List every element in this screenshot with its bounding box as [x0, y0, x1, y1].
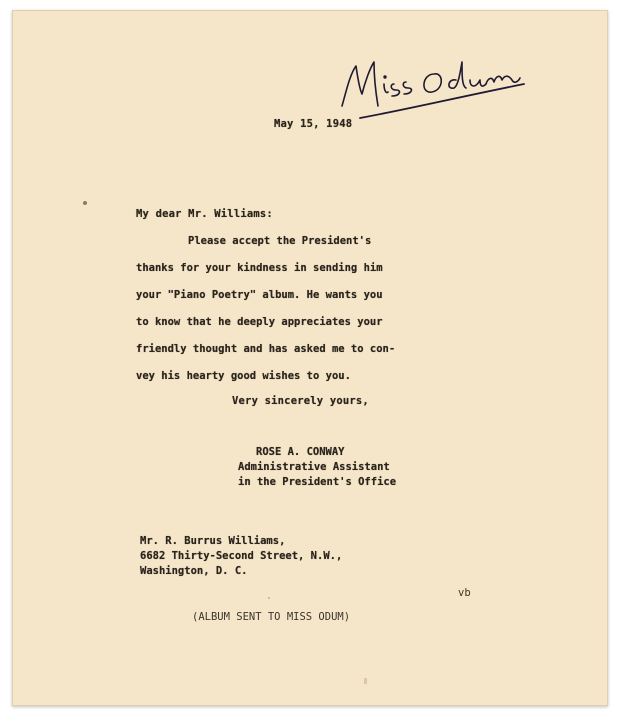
paper-speck	[268, 597, 270, 599]
body-line: friendly thought and has asked me to con-	[136, 343, 396, 355]
album-footnote: (ALBUM SENT TO MISS ODUM)	[192, 611, 351, 623]
body-line: Please accept the President's	[188, 235, 372, 247]
signatory-title: Administrative Assistant	[238, 461, 390, 473]
body-line: your "Piano Poetry" album. He wants you	[136, 289, 383, 301]
signatory-name: ROSE A. CONWAY	[256, 446, 345, 458]
body-line: thanks for your kindness in sending him	[136, 262, 383, 274]
salutation: My dear Mr. Williams:	[136, 208, 273, 220]
closing: Very sincerely yours,	[232, 395, 369, 407]
recipient-city: Washington, D. C.	[140, 565, 248, 577]
signatory-office: in the President's Office	[238, 476, 397, 488]
letter-page	[12, 10, 608, 706]
margin-mark	[83, 201, 87, 205]
handwritten-note-miss-odum	[334, 44, 534, 124]
paper-mark	[364, 678, 367, 684]
recipient-street: 6682 Thirty-Second Street, N.W.,	[140, 550, 343, 562]
recipient-name: Mr. R. Burrus Williams,	[140, 535, 286, 547]
body-line: to know that he deeply appreciates your	[136, 316, 383, 328]
body-line: vey his hearty good wishes to you.	[136, 370, 351, 382]
letter-date: May 15, 1948	[274, 118, 353, 130]
typist-initials: vb	[458, 587, 471, 599]
